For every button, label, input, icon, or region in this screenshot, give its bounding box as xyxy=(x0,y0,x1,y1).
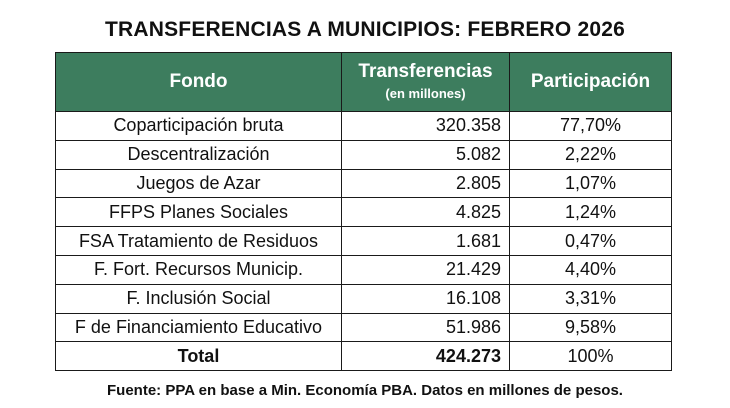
cell-participacion: 1,24% xyxy=(510,198,672,227)
cell-participacion: 4,40% xyxy=(510,255,672,284)
cell-participacion: 77,70% xyxy=(510,112,672,141)
cell-transferencias: 21.429 xyxy=(342,255,510,284)
cell-fondo: Descentralización xyxy=(56,140,342,169)
total-label: Total xyxy=(56,342,342,371)
header-transferencias xyxy=(342,53,510,112)
cell-participacion: 2,22% xyxy=(510,140,672,169)
cell-fondo: F de Financiamiento Educativo xyxy=(56,313,342,342)
transfers-table xyxy=(55,52,672,371)
source-note: Fuente: PPA en base a Min. Economía PBA. Datos en millones de pesos. xyxy=(107,382,623,399)
cell-transferencias: 320.358 xyxy=(342,112,510,141)
cell-transferencias: 1.681 xyxy=(342,227,510,256)
header-participacion: Participación xyxy=(510,53,672,112)
header-transferencias-unit: (en millones) xyxy=(385,86,466,101)
total-transferencias: 424.273 xyxy=(342,342,510,371)
cell-participacion: 9,58% xyxy=(510,313,672,342)
cell-fondo: FFPS Planes Sociales xyxy=(56,198,342,227)
cell-participacion: 1,07% xyxy=(510,169,672,198)
cell-transferencias: 51.986 xyxy=(342,313,510,342)
table-row xyxy=(56,198,672,227)
page-title: TRANSFERENCIAS A MUNICIPIOS: FEBRERO 2026 xyxy=(104,18,626,41)
cell-transferencias: 5.082 xyxy=(342,140,510,169)
table-total-row xyxy=(56,342,672,371)
header-fondo: Fondo xyxy=(56,53,342,112)
table-row xyxy=(56,255,672,284)
cell-fondo: F. Inclusión Social xyxy=(56,284,342,313)
table-row xyxy=(56,169,672,198)
cell-transferencias: 4.825 xyxy=(342,198,510,227)
table-row xyxy=(56,140,672,169)
cell-transferencias: 2.805 xyxy=(342,169,510,198)
total-participacion: 100% xyxy=(510,342,672,371)
table-row xyxy=(56,284,672,313)
cell-fondo: FSA Tratamiento de Residuos xyxy=(56,227,342,256)
cell-participacion: 3,31% xyxy=(510,284,672,313)
table-row xyxy=(56,313,672,342)
cell-transferencias: 16.108 xyxy=(342,284,510,313)
table-row xyxy=(56,227,672,256)
header-transferencias-label: Transferencias xyxy=(358,61,493,82)
cell-fondo: Juegos de Azar xyxy=(56,169,342,198)
cell-fondo: Coparticipación bruta xyxy=(56,112,342,141)
table-header-row xyxy=(56,53,672,112)
cell-fondo: F. Fort. Recursos Municip. xyxy=(56,255,342,284)
cell-participacion: 0,47% xyxy=(510,227,672,256)
table-row xyxy=(56,112,672,141)
